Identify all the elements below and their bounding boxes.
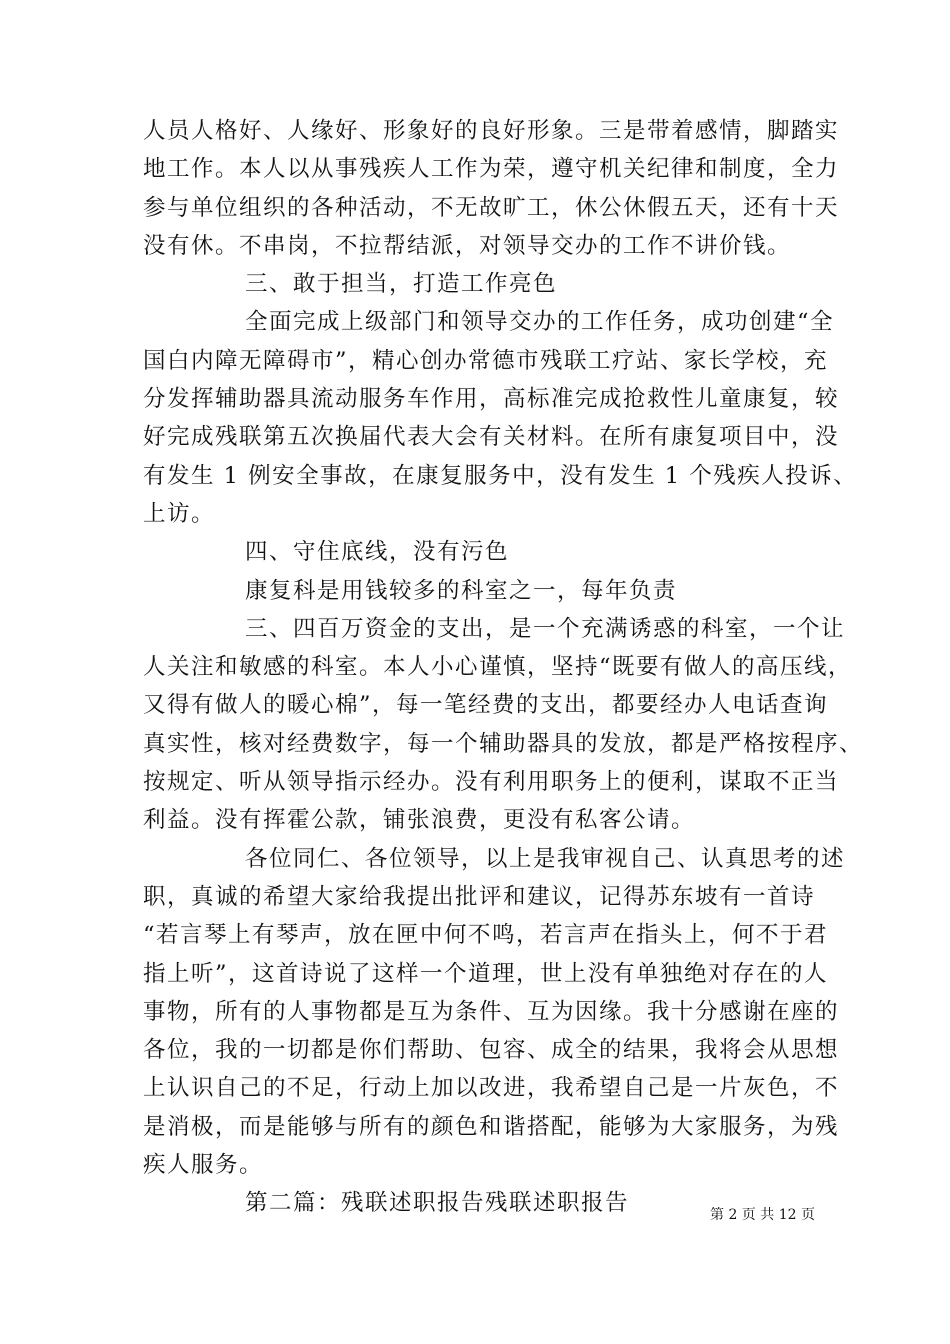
text-line: 事物，所有的人事物都是互为条件、互为因缘。我十分感谢在座的 (143, 998, 840, 1025)
text-line: 疾人服务。 (143, 1152, 264, 1179)
text-line: 各位，我的一切都是你们帮助、包容、成全的结果，我将会从思想 (143, 1037, 840, 1064)
text-line: 人关注和敏感的科室。本人小心谨慎，坚持“既要有做人的高压线， (143, 654, 853, 681)
text-line: 人员人格好、人缘好、形象好的良好形象。三是带着感情，脚踏实 (143, 118, 840, 144)
section-heading: 四、守住底线，没有污色 (245, 539, 510, 566)
text-line: 上认识自己的不足，行动上加以改进，我希望自己是一片灰色，不 (143, 1075, 840, 1102)
text-line: 各位同仁、各位领导，以上是我审视自己、认真思考的述 (245, 845, 846, 872)
text-line: 全面完成上级部门和领导交办的工作任务，成功创建“全 (245, 309, 835, 336)
text-line: 参与单位组织的各种活动，不无故旷工，休公休假五天，还有十天 (143, 194, 840, 221)
text-line: 好完成残联第五次换届代表大会有关材料。在所有康复项目中，没 (143, 424, 840, 451)
text-line: 按规定、听从领导指示经办。没有利用职务上的便利，谋取不正当 (143, 769, 840, 796)
text-line: “若言琴上有琴声，放在匣中何不鸣，若言声在指头上，何不于君 (143, 922, 829, 949)
text-line: 利益。没有挥霍公款，铺张浪费，更没有私客公请。 (143, 807, 696, 834)
text-line: 有发生 1 例安全事故，在康复服务中，没有发生 1 个残疾人投诉、 (143, 462, 858, 489)
text-line: 上访。 (143, 500, 216, 527)
page-number-footer: 第 2 页 共 12 页 (710, 1207, 815, 1223)
text-line: 康复科是用钱较多的科室之一，每年负责 (245, 577, 678, 604)
text-line: 又得有做人的暖心棉”，每一笔经费的支出，都要经办人电话查询 (143, 692, 829, 719)
text-line: 地工作。本人以从事残疾人工作为荣，遵守机关纪律和制度，全力 (143, 156, 840, 183)
text-line: 真实性，核对经费数字，每一个辅助器具的发放，都是严格按程序、 (143, 730, 864, 757)
text-line: 是消极，而是能够与所有的颜色和谐搭配，能够为大家服务，为残 (143, 1113, 840, 1140)
text-line: 职，真诚的希望大家给我提出批评和建议，记得苏东坡有一首诗 (143, 883, 816, 910)
text-line: 国白内障无障碍市”，精心创办常德市残联工疗站、家长学校，充 (143, 347, 829, 374)
section-heading: 第二篇：残联述职报告残联述职报告 (245, 1190, 630, 1217)
document-body (143, 112, 864, 1223)
text-line: 三、四百万资金的支出，是一个充满诱惑的科室，一个让 (245, 615, 846, 642)
section-heading: 三、敢于担当，打造工作亮色 (245, 271, 558, 298)
text-line: 指上听”，这首诗说了这样一个道理，世上没有单独绝对存在的人 (143, 960, 829, 987)
text-line: 没有休。不串岗，不拉帮结派，对领导交办的工作不讲价钱。 (143, 232, 792, 259)
text-line: 分发挥辅助器具流动服务车作用，高标准完成抢救性儿童康复，较 (143, 386, 840, 413)
